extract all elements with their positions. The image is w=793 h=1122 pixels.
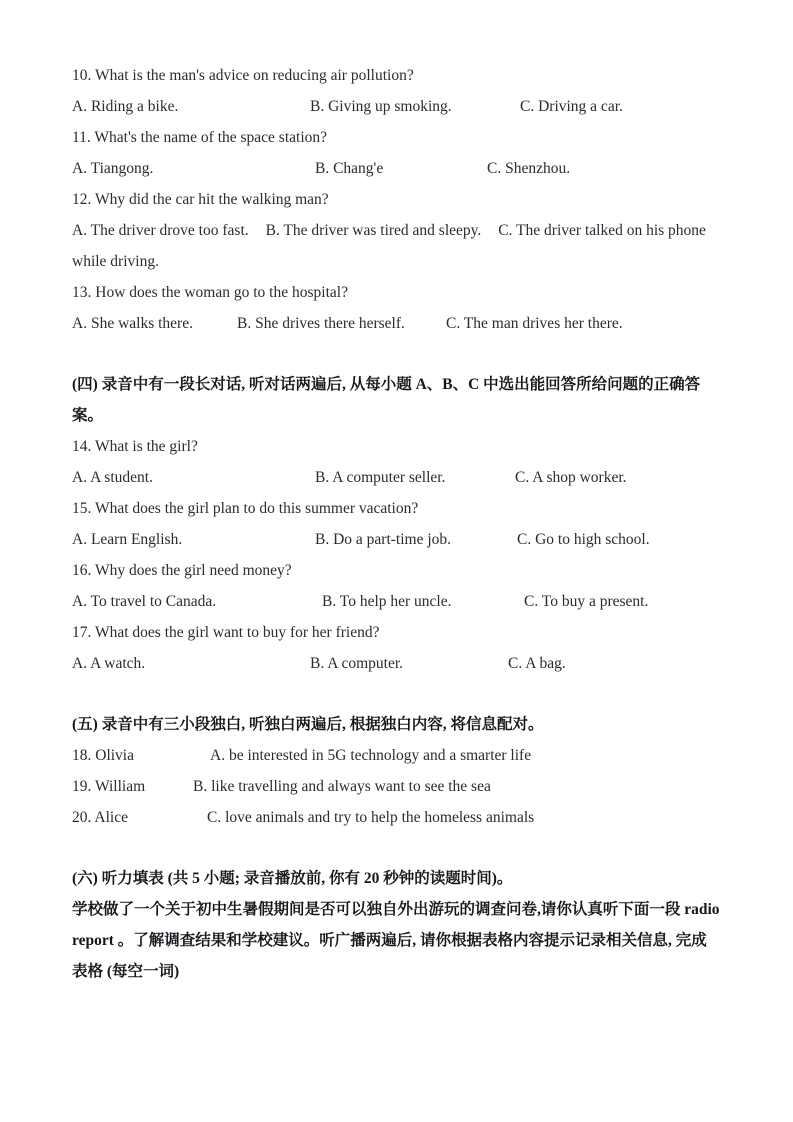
section-4-heading: (四) 录音中有一段长对话, 听对话两遍后, 从每小题 A、B、C 中选出能回答所给问题的正确答案。	[72, 376, 701, 424]
option-a: A. A watch.	[72, 655, 146, 672]
section-gap-3	[72, 833, 722, 863]
question-10: 10. What is the man's advice on reducing air pollution?	[72, 67, 414, 84]
option-a: A. To travel to Canada.	[72, 593, 217, 610]
option-a: A. A student.	[72, 469, 153, 486]
option-a: A. She walks there.	[72, 315, 193, 332]
option-b: B. To help her uncle.	[322, 593, 452, 610]
option-c: C. To buy a present.	[524, 593, 649, 610]
match-option: A. be interested in 5G technology and a smarter life	[210, 747, 532, 764]
options-14	[72, 462, 722, 493]
option-a: A. Riding a bike.	[72, 98, 179, 115]
option-b: B. Do a part-time job.	[315, 531, 452, 548]
section-6-heading: (六) 听力填表 (共 5 小题; 录音播放前, 你有 20 秒钟的读题时间)。	[72, 870, 513, 887]
match-option: B. like travelling and always want to see the sea	[193, 778, 491, 795]
question-15: 15. What does the girl plan to do this summer vacation?	[72, 500, 419, 517]
option-b: B. A computer seller.	[315, 469, 446, 486]
option-a: A. Learn English.	[72, 531, 183, 548]
option-c: C. The man drives her there.	[446, 315, 623, 332]
section-gap-2	[72, 679, 722, 709]
section-gap-1	[72, 339, 722, 369]
option-b: B. A computer.	[310, 655, 403, 672]
question-13: 13. How does the woman go to the hospital?	[72, 284, 348, 301]
match-number: 20. Alice	[72, 809, 128, 826]
option-b: B. The driver was tired and sleepy.	[265, 222, 482, 239]
option-a: A. Tiangong.	[72, 160, 154, 177]
question-17: 17. What does the girl want to buy for her friend?	[72, 624, 380, 641]
option-b: B. Chang'e	[315, 160, 384, 177]
question-16: 16. Why does the girl need money?	[72, 562, 292, 579]
options-16	[72, 586, 722, 617]
options-10	[72, 91, 722, 122]
option-c: C. Shenzhou.	[487, 160, 571, 177]
option-a: A. The driver drove too fast.	[72, 222, 249, 239]
options-11	[72, 153, 722, 184]
match-20	[72, 802, 722, 833]
option-c: C. The driver talked on his phone while driving.	[72, 222, 706, 270]
option-b: B. She drives there herself.	[237, 315, 405, 332]
question-12: 12. Why did the car hit the walking man?	[72, 191, 329, 208]
options-17	[72, 648, 722, 679]
options-15	[72, 524, 722, 555]
option-c: C. Go to high school.	[517, 531, 650, 548]
option-c: C. Driving a car.	[520, 98, 623, 115]
match-18	[72, 740, 722, 771]
exam-content	[72, 60, 722, 987]
match-19	[72, 771, 722, 802]
option-c: C. A bag.	[508, 655, 566, 672]
options-12	[72, 215, 722, 277]
options-13	[72, 308, 722, 339]
match-option: C. love animals and try to help the homeless animals	[207, 809, 535, 826]
match-number: 19. William	[72, 778, 146, 795]
question-11: 11. What's the name of the space station?	[72, 129, 328, 146]
section-5-heading: (五) 录音中有三小段独白, 听独白两遍后, 根据独白内容, 将信息配对。	[72, 716, 544, 733]
option-c: C. A shop worker.	[515, 469, 627, 486]
question-14: 14. What is the girl?	[72, 438, 198, 455]
match-number: 18. Olivia	[72, 747, 134, 764]
section-6-instructions: 学校做了一个关于初中生暑假期间是否可以独自外出游玩的调查问卷,请你认真听下面一段 radio report 。了解调查结果和学校建议。听广播两遍后, 请你根据表格内容提示记录相关信息, 完成表格 (每空一词)	[72, 901, 720, 980]
option-b: B. Giving up smoking.	[310, 98, 452, 115]
